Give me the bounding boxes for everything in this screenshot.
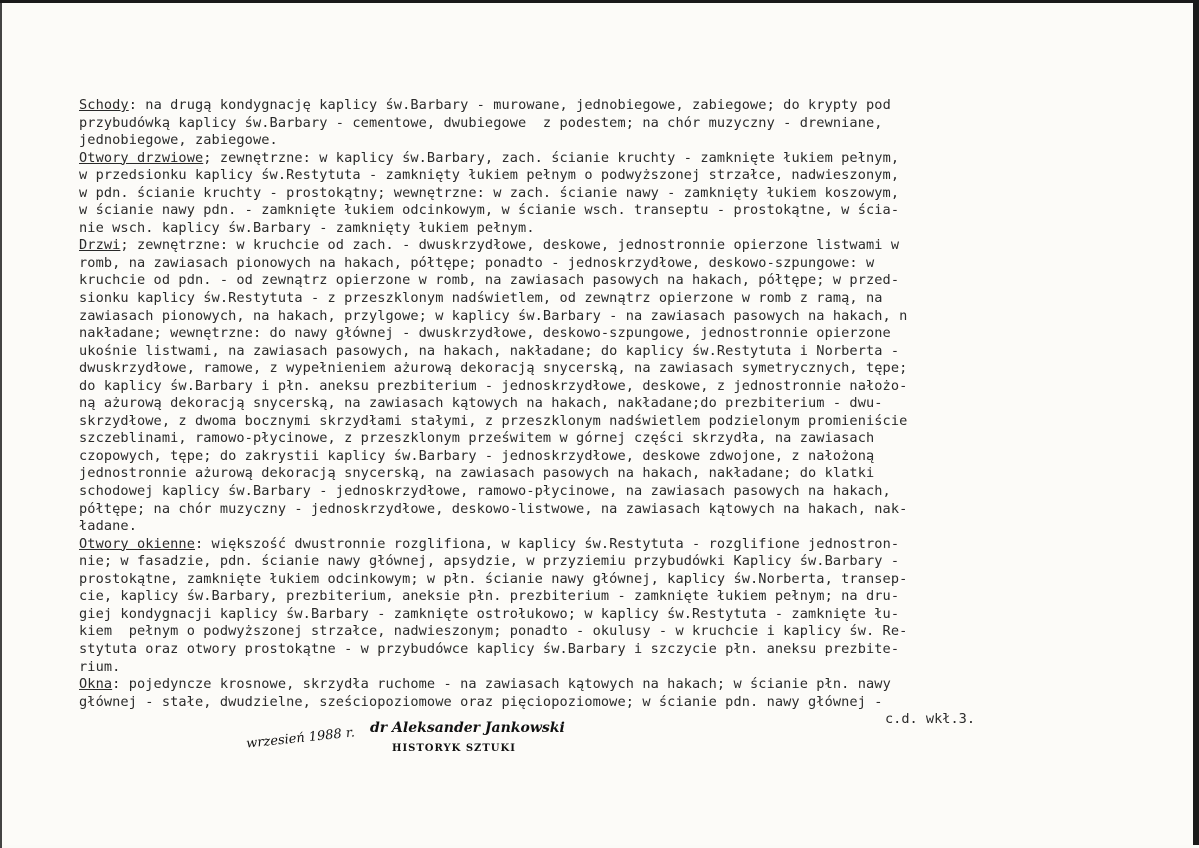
- line-text: do kaplicy św.Barbary i płn. aneksu prezbiterium - jednoskrzydłowe, deskowe, z jednostronnie nałożo-: [79, 377, 908, 394]
- text-line: [79, 694, 1119, 712]
- line-text: kruchcie od pdn. - od zewnątrz opierzone w romb, na zawiasach pasowych na hakach, półtępe; w przed-: [79, 272, 900, 289]
- line-text: : pojedyncze krosnowe, skrzydła ruchome - na zawiasach kątowych na hakach; w ścianie płn. nawy: [112, 676, 891, 693]
- line-text: dwuskrzydłowe, ramowe, z wypełnieniem ażurową dekoracją snycerską, na zawiasach symetrycznych, tępe;: [79, 360, 908, 377]
- line-text: sionku kaplicy św.Restytuta - z przeszklonym nadświetlem, od zewnątrz opierzone w romb z ramą, na: [79, 290, 883, 307]
- stamp-author-title: HISTORYK SZTUKI: [392, 743, 516, 754]
- line-text: szczeblinami, ramowo-płycinowe, z przeszklonym prześwitem w górnej części skrzydła, na zawiasach: [79, 430, 875, 447]
- text-line: [79, 220, 1119, 238]
- text-line: [79, 465, 1119, 483]
- text-line: [79, 325, 1119, 343]
- line-text: prostokątne, zamknięte łukiem odcinkowym; w płn. ścianie nawy głównej, kaplicy św.Norberta, transep-: [79, 570, 908, 587]
- line-text: zawiasach pionowych, na hakach, przylgowe; w kaplicy św.Barbary - na zawiasach pasowych na hakach, n: [79, 307, 908, 324]
- line-text: nie wsch. kaplicy św.Barbary - zamknięty łukiem pełnym.: [79, 219, 535, 236]
- text-line: [79, 518, 1119, 536]
- line-text: jednostronnie ażurową dekoracją snycerską, na zawiasach pasowych na hakach, nakładane; do klatki: [79, 465, 875, 482]
- line-text: w ścianie nawy pdn. - zamknięte łukiem odcinkowym, w ścianie wsch. transeptu - prostokątne, w ścia-: [79, 202, 900, 219]
- text-line: [79, 343, 1119, 361]
- line-text: w pdn. ścianie kruchty - prostokątny; wewnętrzne: w zach. ścianie nawy - zamknięty łukiem koszowym,: [79, 184, 900, 201]
- text-line: [79, 167, 1119, 185]
- document-body: [79, 97, 1119, 711]
- handwritten-date: wrzesień 1988 r.: [245, 725, 356, 752]
- text-line: [79, 536, 1119, 554]
- line-text: : większość dwustronnie rozglifiona, w kaplicy św.Restytuta - rozglifione jednostron-: [194, 535, 900, 552]
- text-line: [79, 588, 1119, 606]
- line-text: ; zewnętrzne: w kruchcie od zach. - dwuskrzydłowe, deskowe, jednostronnie opierzone listwami w: [120, 237, 900, 254]
- line-text: romb, na zawiasach pionowych na hakach, półtępe; ponadto - jednoskrzydłowe, deskowo-szpungowe: w: [79, 254, 875, 271]
- section-heading: Okna: [79, 676, 113, 693]
- line-text: skrzydłowe, z dwoma bocznymi skrzydłami stałymi, z przeszklonym nadświetlem podzielonym promieniście: [79, 412, 908, 429]
- text-line: [79, 237, 1119, 255]
- line-text: czopowych, tępe; do zakrystii kaplicy św.Barbary - jednoskrzydłowe, deskowe zdwojone, z nałożoną: [79, 447, 875, 464]
- text-line: [79, 115, 1119, 133]
- line-text: w przedsionku kaplicy św.Restytuta - zamknięty łukiem pełnym o podwyższonej strzałce, nadwieszonym,: [79, 167, 900, 184]
- text-line: [79, 395, 1119, 413]
- section-heading: Drzwi: [79, 237, 121, 254]
- stamp-author-name: dr Aleksander Jankowski: [370, 720, 565, 736]
- continuation-note: c.d. wkł.3.: [885, 711, 976, 727]
- line-text: schodowej kaplicy św.Barbary - jednoskrzydłowe, ramowo-płycinowe, na zawiasach pasowych na hakach,: [79, 483, 891, 500]
- text-line: [79, 378, 1119, 396]
- text-line: [79, 501, 1119, 519]
- line-text: : na drugą kondygnację kaplicy św.Barbary - murowane, jednobiegowe, zabiegowe; do krypty pod: [128, 97, 891, 113]
- text-line: [79, 641, 1119, 659]
- section-heading: Otwory okienne: [79, 535, 195, 552]
- text-line: [79, 606, 1119, 624]
- text-line: [79, 132, 1119, 150]
- text-line: [79, 290, 1119, 308]
- line-text: nakładane; wewnętrzne: do nawy głównej - dwuskrzydłowe, deskowo-szpungowe, jednostronnie opierzone: [79, 325, 891, 342]
- line-text: cie, kaplicy św.Barbary, prezbiterium, aneksie płn. prezbiterium - zamknięte łukiem pełnym; na dru-: [79, 588, 900, 605]
- text-line: [79, 676, 1119, 694]
- text-line: [79, 97, 1119, 115]
- text-line: [79, 430, 1119, 448]
- text-line: [79, 571, 1119, 589]
- line-text: ; zewnętrzne: w kaplicy św.Barbary, zach. ścianie kruchty - zamknięte łukiem pełnym,: [203, 149, 900, 166]
- section-heading: Schody: [79, 97, 129, 113]
- text-line: [79, 448, 1119, 466]
- line-text: rium.: [79, 658, 121, 675]
- section-heading: Otwory drzwiowe: [79, 149, 204, 166]
- line-text: ną ażurową dekoracją snycerską, na zawiasach kątowych na hakach, nakładane;do prezbiterium - dwu-: [79, 395, 883, 412]
- text-line: [79, 623, 1119, 641]
- text-line: [79, 185, 1119, 203]
- text-line: [79, 202, 1119, 220]
- line-text: nie; w fasadzie, pdn. ścianie nawy głównej, apsydzie, w przyziemiu przybudówki Kaplicy św.Barbary -: [79, 553, 900, 570]
- line-text: kiem pełnym o podwyższonej strzałce, nadwieszonym; ponadto - okulusy - w kruchcie i kaplicy św. Re-: [79, 623, 908, 640]
- line-text: głównej - stałe, dwudzielne, sześciopoziomowe oraz pięciopoziomowe; w ścianie pdn. nawy głównej -: [79, 693, 883, 710]
- text-line: [79, 308, 1119, 326]
- text-line: [79, 659, 1119, 677]
- text-line: [79, 483, 1119, 501]
- line-text: przybudówką kaplicy św.Barbary - cementowe, dwubiegowe z podestem; na chór muzyczny - drewniane,: [79, 114, 883, 131]
- text-line: [79, 413, 1119, 431]
- line-text: ładane.: [79, 518, 137, 535]
- page-edge: [0, 3, 2, 848]
- text-line: [79, 553, 1119, 571]
- text-line: [79, 255, 1119, 273]
- line-text: stytuta oraz otwory prostokątne - w przybudówce kaplicy św.Barbary i szczycie płn. aneksu prezbite-: [79, 640, 900, 657]
- line-text: giej kondygnacji kaplicy św.Barbary - zamknięte ostrołukowo; w kaplicy św.Restytuta - zamknięte łu-: [79, 605, 900, 622]
- line-text: półtępe; na chór muzyczny - jednoskrzydłowe, deskowo-listwowe, na zawiasach kątowych na hakach, nak-: [79, 500, 908, 517]
- line-text: ukośnie listwami, na zawiasach pasowych, na hakach, nakładane; do kaplicy św.Restytuta i Norberta -: [79, 342, 900, 359]
- text-line: [79, 360, 1119, 378]
- text-line: [79, 272, 1119, 290]
- line-text: jednobiegowe, zabiegowe.: [79, 132, 278, 149]
- text-line: [79, 150, 1119, 168]
